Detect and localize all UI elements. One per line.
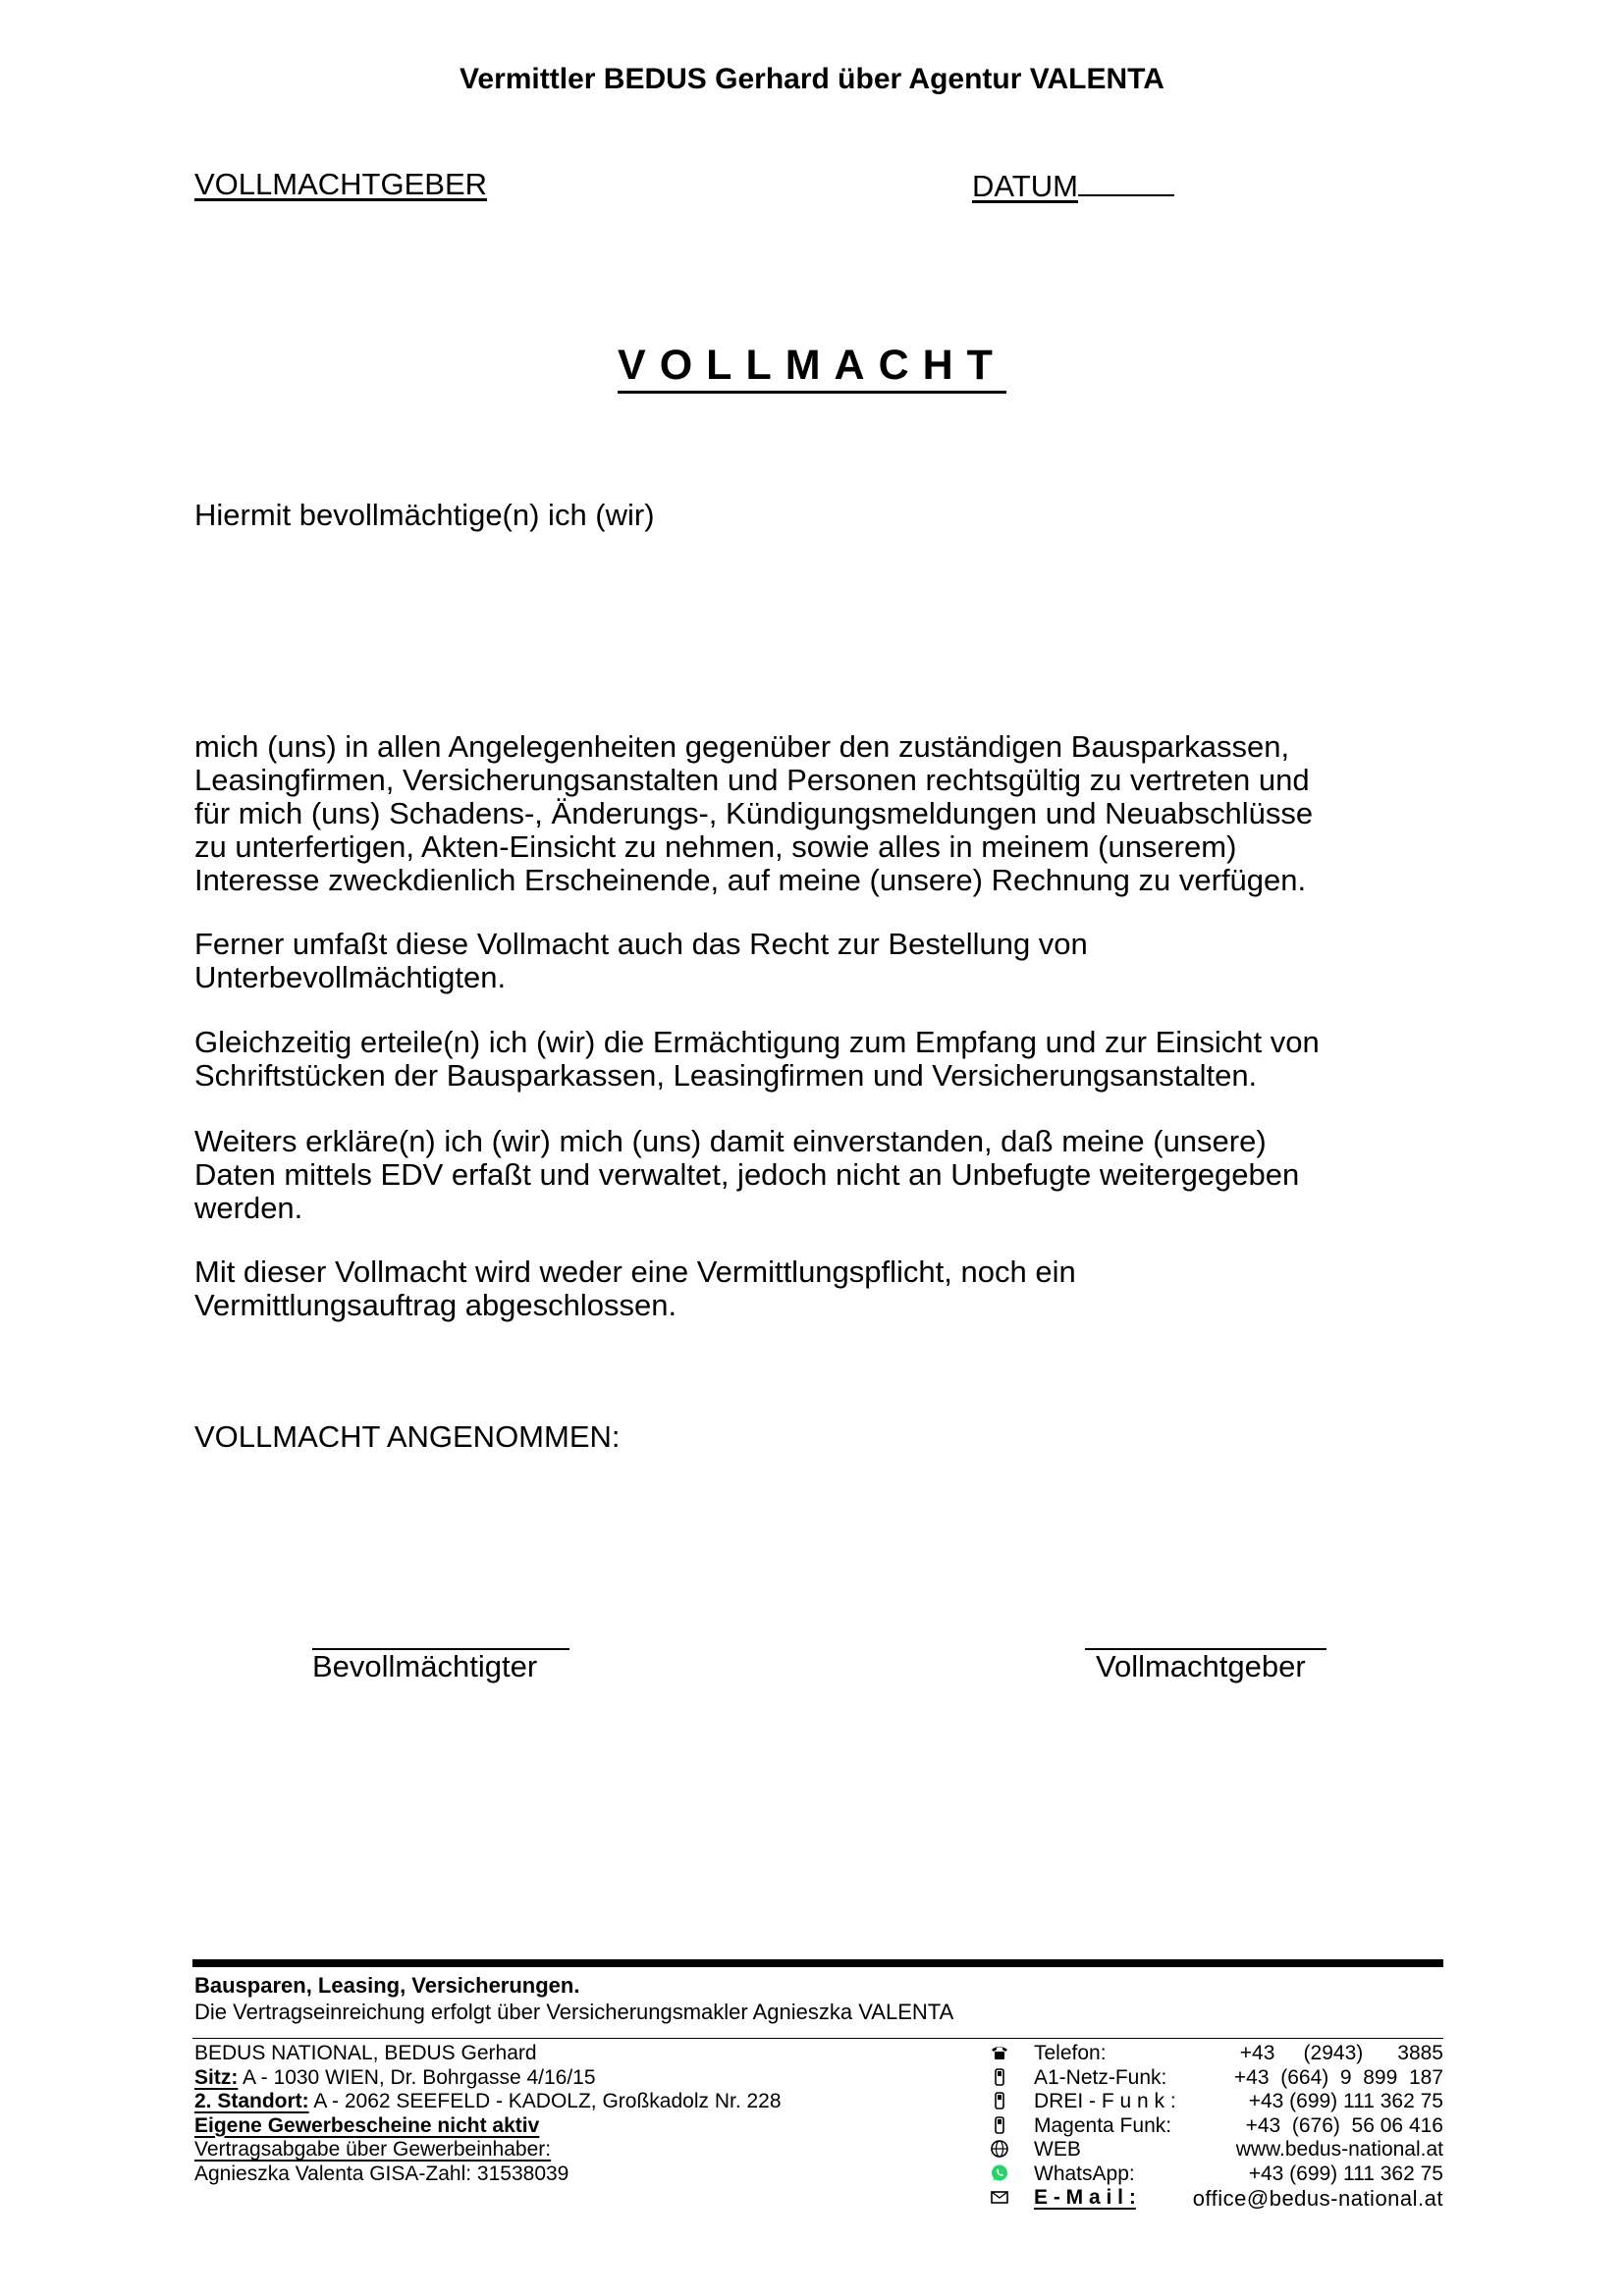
contact-label: WhatsApp: <box>1034 2162 1135 2185</box>
signature-label-vollmachtgeber: Vollmachtgeber <box>1096 1649 1306 1683</box>
footer-thick-rule <box>192 1959 1443 1967</box>
contact-value: www.bedus-national.at <box>1235 2138 1443 2161</box>
sitz-value: A - 1030 WIEN, Dr. Bohrgasse 4/16/15 <box>238 2065 596 2089</box>
text-line: mich (uns) in allen Angelegenheiten gegenüber den zuständigen Bausparkassen, <box>194 729 1290 764</box>
paragraph-no-obligation <box>194 1255 1451 1322</box>
standort-line <box>194 2090 941 2114</box>
paragraph-authorization <box>194 730 1451 897</box>
text-line: für mich (uns) Schadens-, Änderungs-, Kündigungsmeldungen und Neuabschlüsse <box>194 796 1314 830</box>
footer-company-block <box>194 2042 941 2186</box>
text-line: Interesse zweckdienlich Erscheinende, auf meine (unsere) Rechnung zu verfügen. <box>194 863 1307 897</box>
text-line: Ferner umfaßt diese Vollmacht auch das Recht zur Bestellung von <box>194 927 1088 961</box>
text-line: Leasingfirmen, Versicherungsanstalten und Personen rechtsgültig zu vertreten und <box>194 763 1310 797</box>
intro-text: Hiermit bevollmächtige(n) ich (wir) <box>194 498 655 532</box>
contact-email <box>990 2186 1443 2211</box>
title-text: VOLLMACHT <box>618 342 1006 394</box>
text-line: Gleichzeitig erteile(n) ich (wir) die Ermächtigung zum Empfang und zur Einsicht von <box>194 1025 1320 1059</box>
mobile-phone-icon <box>990 2115 1009 2135</box>
sitz-label: Sitz: <box>194 2065 239 2089</box>
contact-drei-funk <box>990 2090 1443 2114</box>
contact-a1-netz <box>990 2066 1443 2091</box>
phone-icon <box>990 2043 1009 2062</box>
text-line: werden. <box>194 1191 303 1225</box>
contact-magenta-funk <box>990 2114 1443 2139</box>
text-line: Vermittlungsauftrag abgeschlossen. <box>194 1288 677 1322</box>
contact-label: Telefon: <box>1034 2042 1107 2064</box>
contact-value: +43 (664) 9 899 187 <box>1233 2065 1443 2089</box>
mobile-phone-icon <box>990 2091 1009 2110</box>
email-icon <box>990 2187 1009 2207</box>
text-line: Weiters erkläre(n) ich (wir) mich (uns) damit einverstanden, daß meine (unsere) <box>194 1124 1267 1158</box>
text-line: Schriftstücken der Bausparkassen, Leasingfirmen und Versicherungsanstalten. <box>194 1058 1258 1093</box>
accepted-label: VOLLMACHT ANGENOMMEN: <box>194 1419 621 1454</box>
text-line: Unterbevollmächtigten. <box>194 960 507 994</box>
paragraph-data-consent <box>194 1125 1451 1225</box>
document-header: Vermittler BEDUS Gerhard über Agentur VALENTA <box>460 63 1164 95</box>
globe-icon <box>990 2139 1009 2159</box>
standort-label: 2. Standort: <box>194 2090 309 2112</box>
document-title <box>0 342 1624 390</box>
footer-note: Die Vertragseinreichung erfolgt über Versicherungsmakler Agnieszka VALENTA <box>194 2000 954 2024</box>
gisa-line: Agnieszka Valenta GISA-Zahl: 31538039 <box>194 2162 569 2185</box>
text-line: Mit dieser Vollmacht wird weder eine Vermittlungspflicht, noch ein <box>194 1255 1076 1289</box>
sitz-line <box>194 2066 941 2091</box>
paragraph-document-access <box>194 1026 1451 1093</box>
standort-value: A - 2062 SEEFELD - KADOLZ, Großkadolz Nr. 228 <box>308 2090 782 2112</box>
contact-whatsapp <box>990 2163 1443 2187</box>
paragraph-sub-authorization <box>194 928 1451 994</box>
footer-tagline: Bausparen, Leasing, Versicherungen. <box>194 1973 580 1998</box>
vertragsabgabe-note: Vertragsabgabe über Gewerbeinhaber: <box>194 2138 552 2161</box>
text-line: Daten mittels EDV erfaßt und verwaltet, jedoch nicht an Unbefugte weitergegeben <box>194 1157 1300 1192</box>
contact-value: +43 (699) 111 362 75 <box>1248 2090 1443 2112</box>
contact-label: E - M a i l : <box>1034 2186 1136 2209</box>
gewerbe-note: Eigene Gewerbescheine nicht aktiv <box>194 2113 540 2137</box>
contact-telefon <box>990 2042 1443 2066</box>
footer-thin-rule <box>192 2038 1443 2039</box>
contact-value: +43 (699) 111 362 75 <box>1248 2162 1443 2185</box>
company-name: BEDUS NATIONAL, BEDUS Gerhard <box>194 2042 537 2064</box>
contact-web <box>990 2138 1443 2163</box>
contact-label: DREI - F u n k : <box>1034 2090 1176 2112</box>
contact-label: A1-Netz-Funk: <box>1034 2065 1167 2089</box>
contact-value: office@bedus-national.at <box>1192 2186 1443 2211</box>
contact-label: WEB <box>1034 2138 1081 2161</box>
whatsapp-icon <box>990 2163 1009 2183</box>
contact-value: +43 (676) 56 06 416 <box>1245 2113 1443 2137</box>
datum-blank-line <box>1078 167 1174 196</box>
vollmachtgeber-label: VOLLMACHTGEBER <box>194 167 488 201</box>
signature-label-bevollmaechtigter: Bevollmächtigter <box>312 1649 538 1683</box>
datum-field <box>972 167 1174 204</box>
mobile-phone-icon <box>990 2067 1009 2087</box>
contact-value: +43 (2943) 3885 <box>1239 2042 1443 2064</box>
contact-label: Magenta Funk: <box>1034 2113 1172 2137</box>
datum-label: DATUM <box>972 169 1078 203</box>
text-line: zu unterfertigen, Akten-Einsicht zu nehmen, sowie alles in meinem (unserem) <box>194 829 1237 864</box>
